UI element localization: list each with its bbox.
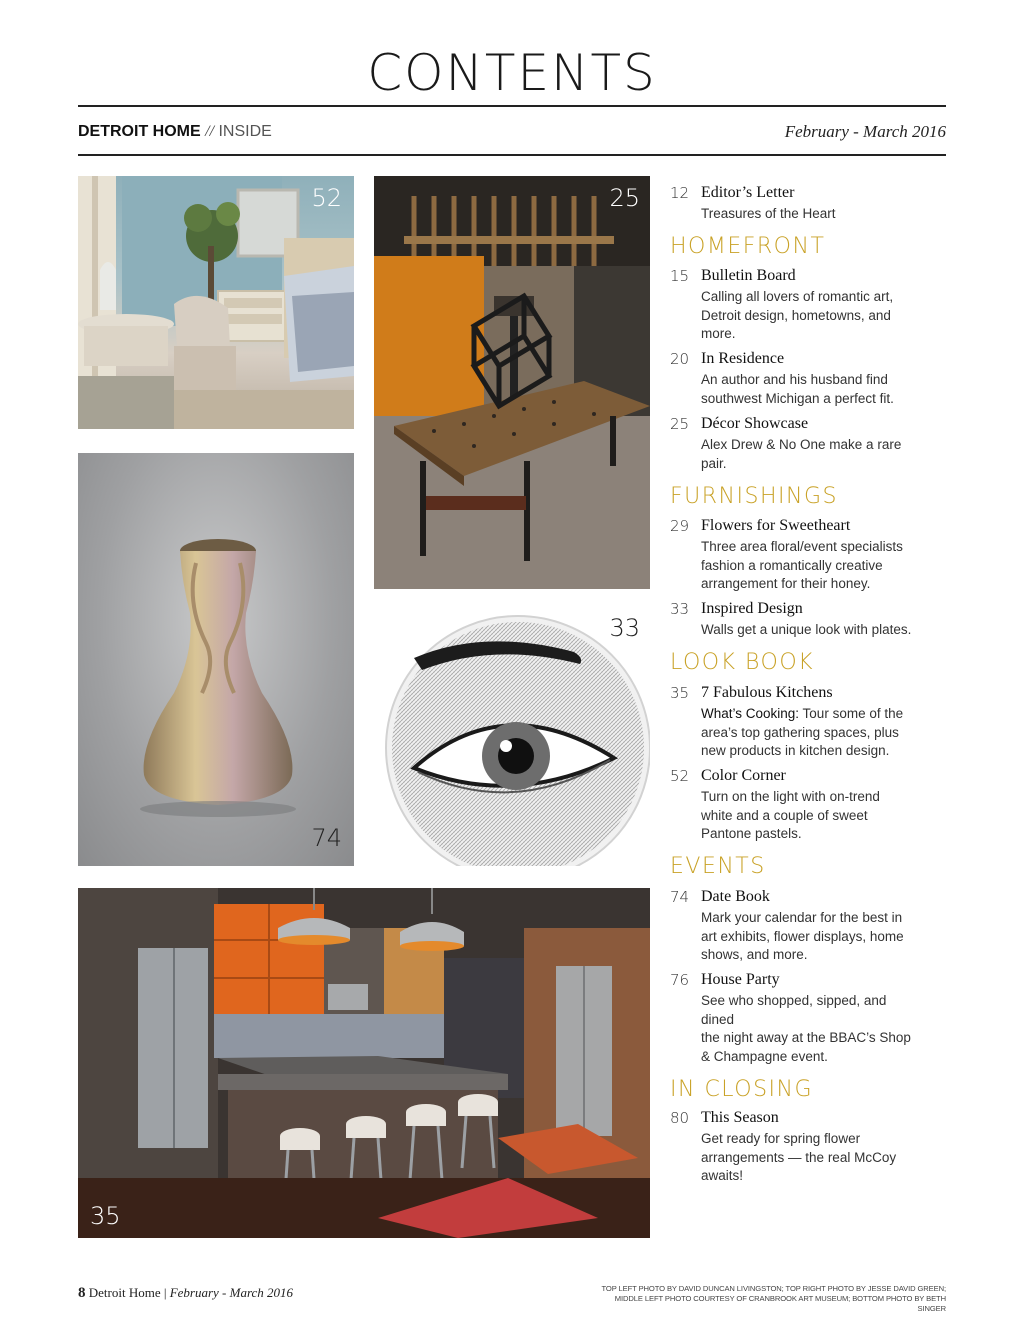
page-number-badge: 52: [311, 184, 342, 212]
entry-page-number: 76: [670, 971, 690, 989]
kitchen-illustration: [78, 888, 650, 1238]
vase-illustration: [78, 453, 354, 866]
entry-description: An author and his husband find southwest Michigan a perfect fit.: [701, 372, 894, 406]
entry-description: See who shopped, sipped, and dined the night away at the BBAC’s Shop & Champagne event.: [701, 993, 911, 1065]
footer-issue: February - March 2016: [169, 1285, 294, 1300]
eye-plate-illustration: [374, 608, 650, 866]
entry-description: Calling all lovers of romantic art, Detroit design, hometowns, and more.: [701, 289, 894, 342]
bedroom-illustration: [78, 176, 354, 429]
photo-credits: TOP LEFT PHOTO BY DAVID DUNCAN LIVINGSTON; TOP RIGHT PHOTO BY JESSE DAVID GREEN; MIDDLE LEFT PHOTO COURTESY OF CRANBROOK ART MUSEUM; BOTTOM PHOTO BY BETH SINGER: [601, 1284, 946, 1313]
page-footer: [78, 1285, 293, 1302]
page-number-badge: 35: [90, 1202, 121, 1230]
entry-page-number: 20: [670, 350, 690, 368]
footer-divider: |: [163, 1285, 167, 1300]
separator: //: [205, 123, 215, 140]
entry-title[interactable]: Editor’s Letter: [701, 184, 795, 201]
entry-description: Mark your calendar for the best in art exhibits, flower displays, home shows, and more.: [701, 910, 904, 963]
entry-description: Alex Drew & No One make a rare pair.: [701, 437, 902, 471]
folio-number: 8: [78, 1285, 86, 1301]
entry-page-number: 29: [670, 517, 690, 535]
entry-page-number: 52: [670, 767, 690, 785]
entry-title[interactable]: 7 Fabulous Kitchens: [701, 684, 833, 701]
entry-title[interactable]: Color Corner: [701, 767, 786, 784]
section-heading-homefront: HOMEFRONT: [670, 234, 826, 259]
entry-description: Get ready for spring flower arrangements — the real McCoy awaits!: [701, 1131, 897, 1184]
entry-title[interactable]: Inspired Design: [701, 600, 803, 617]
entry-page-number: 80: [670, 1109, 690, 1127]
photo-bedroom[interactable]: [78, 176, 354, 429]
entry-title[interactable]: In Residence: [701, 350, 785, 367]
issue-date: February - March 2016: [784, 122, 946, 141]
entry-title[interactable]: House Party: [701, 971, 780, 988]
entry-page-number: 25: [670, 415, 690, 433]
section-heading-furnishings: FURNISHINGS: [670, 484, 838, 509]
entry-title[interactable]: Date Book: [701, 888, 770, 905]
entry-description: Three area floral/event specialists fashion a romantically creative arrangement for their honey.: [701, 539, 903, 592]
page-number-badge: 25: [609, 184, 640, 212]
masthead: [78, 123, 272, 141]
photo-plate[interactable]: [374, 608, 650, 866]
entry-page-number: 33: [670, 600, 690, 618]
footer-magazine: Detroit Home: [88, 1285, 161, 1300]
section-label: INSIDE: [218, 123, 272, 140]
brand-name: DETROIT HOME: [78, 123, 201, 140]
entry-title[interactable]: Décor Showcase: [701, 415, 809, 432]
bottom-rule: [78, 154, 946, 156]
photo-vase[interactable]: [78, 453, 354, 866]
entry-description: Treasures of the Heart: [701, 206, 836, 221]
section-heading-in-closing: IN CLOSING: [670, 1077, 814, 1102]
entry-page-number: 12: [670, 184, 690, 202]
top-rule: [78, 105, 946, 107]
section-heading-look-book: LOOK BOOK: [670, 650, 815, 675]
entry-title[interactable]: Bulletin Board: [701, 267, 796, 284]
entry-page-number: 35: [670, 684, 690, 702]
entry-page-number: 15: [670, 267, 690, 285]
workshop-illustration: [374, 176, 650, 589]
photo-workshop[interactable]: [374, 176, 650, 589]
entry-description: Walls get a unique look with plates.: [701, 622, 912, 637]
entry-page-number: 74: [670, 888, 690, 906]
page-number-badge: 74: [311, 824, 342, 852]
entry-description: What’s Cooking: Tour some of the area’s top gathering spaces, plus new products in kitchen design.: [701, 706, 904, 759]
page-number-badge: 33: [609, 614, 640, 642]
entry-title[interactable]: This Season: [701, 1109, 779, 1126]
entry-title[interactable]: Flowers for Sweetheart: [701, 517, 851, 534]
section-heading-events: EVENTS: [670, 854, 766, 879]
entry-description: Turn on the light with on-trend white and a couple of sweet Pantone pastels.: [701, 789, 880, 842]
photo-kitchen[interactable]: [78, 888, 650, 1238]
page-title: CONTENTS: [367, 44, 657, 102]
